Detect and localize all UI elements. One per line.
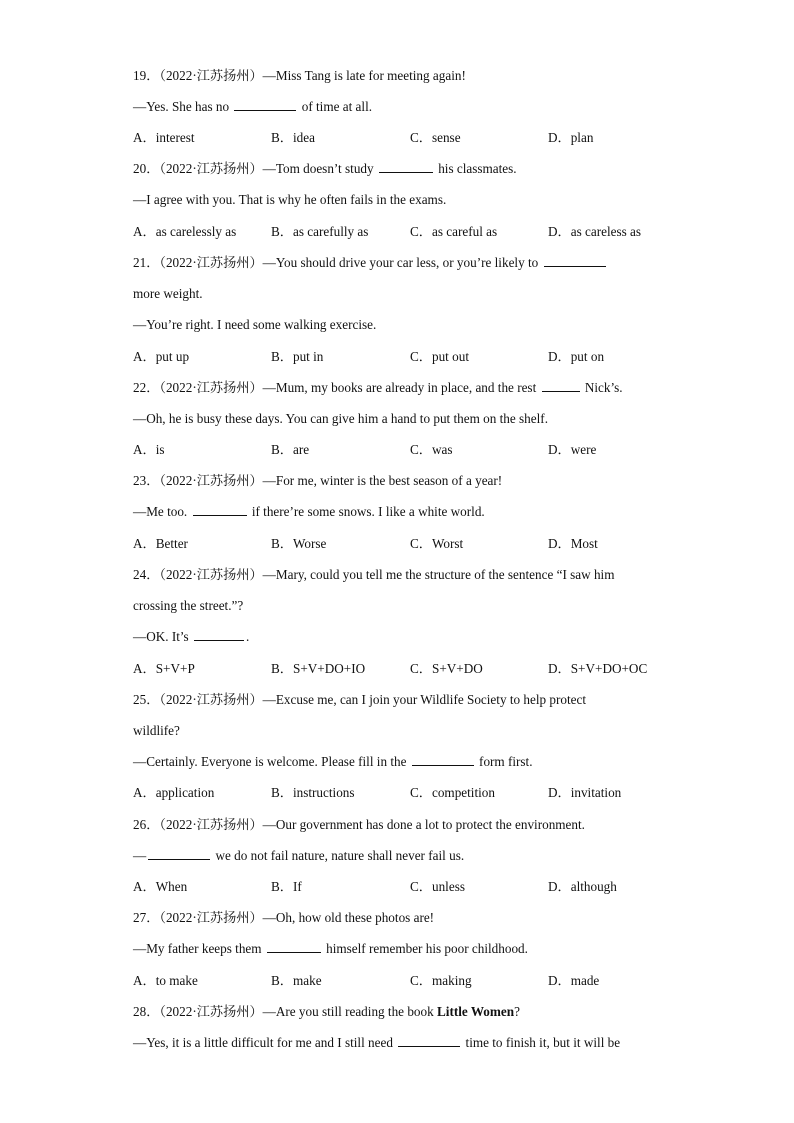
question-text: form first. [475,754,533,769]
option-c: C．competition [410,785,495,800]
question-27-stem [133,908,434,928]
question-number: 28．（2022·江苏扬州） [133,1004,263,1019]
question-number: 26．（2022·江苏扬州） [133,817,263,832]
question-21-line2: more weight. [133,286,203,301]
question-number: 20．（2022·江苏扬州） [133,161,263,176]
option-b: B．are [271,442,310,457]
option-c: C．S+V+DO [410,661,483,676]
option-c: C．as careful as [410,224,498,239]
question-number: 22．（2022·江苏扬州） [133,380,263,395]
answer-blank [542,378,580,392]
question-23-stem [133,471,502,491]
answer-blank [194,627,244,641]
option-b: B．instructions [271,785,355,800]
question-24-options [133,659,733,679]
question-text: —Certainly. Everyone is welcome. Please fill in the [133,754,410,769]
option-c: C．unless [410,879,465,894]
question-text: —You should drive your car less, or you’re likely to [262,255,542,270]
book-title: Little Women [437,1004,515,1019]
option-a: A．application [133,785,215,800]
question-27-options [133,971,733,991]
question-20-line2: —I agree with you. That is why he often fails in the exams. [133,192,447,207]
question-28-line2 [133,1033,620,1053]
question-text: —Excuse me, can I join your Wildlife Society to help protect [262,692,587,707]
option-c: C．sense [410,130,461,145]
question-25-line3 [133,752,533,772]
option-d: D．invitation [548,785,622,800]
question-number: 23．（2022·江苏扬州） [133,473,263,488]
option-b: B．S+V+DO+IO [271,661,366,676]
option-c: C．was [410,442,453,457]
answer-blank [193,502,247,516]
question-text: —Yes. She has no [133,99,233,114]
question-26-stem [133,815,585,835]
option-d: D．put on [548,349,605,364]
option-b: B．put in [271,349,324,364]
option-d: D．plan [548,130,594,145]
answer-blank [544,253,606,267]
question-text: —Miss Tang is late for meeting again! [262,68,466,83]
option-a: A．as carelessly as [133,224,237,239]
question-text: — [133,848,147,863]
option-a: A．put up [133,349,190,364]
question-text: —Are you still reading the book [262,1004,438,1019]
question-19-line2 [133,97,372,117]
question-27-line2 [133,939,528,959]
option-b: B．idea [271,130,315,145]
question-text: ? [514,1004,520,1019]
question-22-stem [133,378,623,398]
option-c: C．making [410,973,472,988]
option-d: D．made [548,973,600,988]
question-24-line2: crossing the street.”? [133,598,244,613]
question-text: —Yes, it is a little difficult for me and I still need [133,1035,397,1050]
question-26-options [133,877,733,897]
question-21-line3: —You’re right. I need some walking exercise. [133,317,377,332]
answer-blank [398,1033,460,1047]
question-text: we do not fail nature, nature shall never fail us. [212,848,465,863]
option-a: A．Better [133,536,188,551]
question-number: 27．（2022·江苏扬州） [133,910,263,925]
question-number: 19．（2022·江苏扬州） [133,68,263,83]
question-19-stem [133,66,466,86]
question-text: —Oh, how old these photos are! [262,910,435,925]
option-c: C．Worst [410,536,464,551]
option-b: B．If [271,879,302,894]
question-text: his classmates. [434,161,517,176]
question-text: —For me, winter is the best season of a year! [262,473,503,488]
answer-blank [412,752,474,766]
question-22-options [133,440,733,460]
question-23-options [133,534,733,554]
option-b: B．make [271,973,322,988]
question-20-stem [133,159,517,179]
question-text: himself remember his poor childhood. [322,941,528,956]
question-text: of time at all. [298,99,373,114]
question-text: —Our government has done a lot to protect the environment. [262,817,585,832]
question-25-stem [133,690,586,710]
question-text: —Tom doesn’t study [262,161,377,176]
option-d: D．although [548,879,617,894]
question-text: time to finish it, but it will be [462,1035,621,1050]
question-text: —Mary, could you tell me the structure of the sentence “I saw him [262,567,615,582]
question-21-options [133,347,733,367]
question-24-line3 [133,627,249,647]
option-a: A．is [133,442,165,457]
option-d: D．S+V+DO+OC [548,661,648,676]
question-text: —Me too. [133,504,191,519]
question-23-line2 [133,502,485,522]
answer-blank [148,846,210,860]
question-number: 21．（2022·江苏扬州） [133,255,263,270]
question-19-options [133,128,733,148]
question-text: . [245,629,250,644]
option-a: A．S+V+P [133,661,195,676]
question-number: 24．（2022·江苏扬州） [133,567,263,582]
answer-blank [379,159,433,173]
question-26-line2 [133,846,464,866]
option-a: A．interest [133,130,195,145]
question-25-options [133,783,733,803]
question-28-stem [133,1002,520,1022]
option-b: B．as carefully as [271,224,369,239]
option-a: A．to make [133,973,198,988]
question-text: Nick’s. [581,380,623,395]
option-c: C．put out [410,349,469,364]
question-24-stem [133,565,614,585]
question-text: if there’re some snows. I like a white world. [248,504,485,519]
question-text: —OK. It’s [133,629,192,644]
question-21-stem [133,253,608,273]
option-d: D．were [548,442,597,457]
option-d: D．as careless as [548,224,642,239]
option-b: B．Worse [271,536,327,551]
option-a: A．When [133,879,188,894]
question-20-options [133,222,733,242]
question-text: —Mum, my books are already in place, and the rest [262,380,540,395]
question-25-line2: wildlife? [133,723,180,738]
question-number: 25．（2022·江苏扬州） [133,692,263,707]
answer-blank [234,97,296,111]
question-22-line2: —Oh, he is busy these days. You can give him a hand to put them on the shelf. [133,411,548,426]
question-text: —My father keeps them [133,941,265,956]
option-d: D．Most [548,536,598,551]
answer-blank [267,939,321,953]
